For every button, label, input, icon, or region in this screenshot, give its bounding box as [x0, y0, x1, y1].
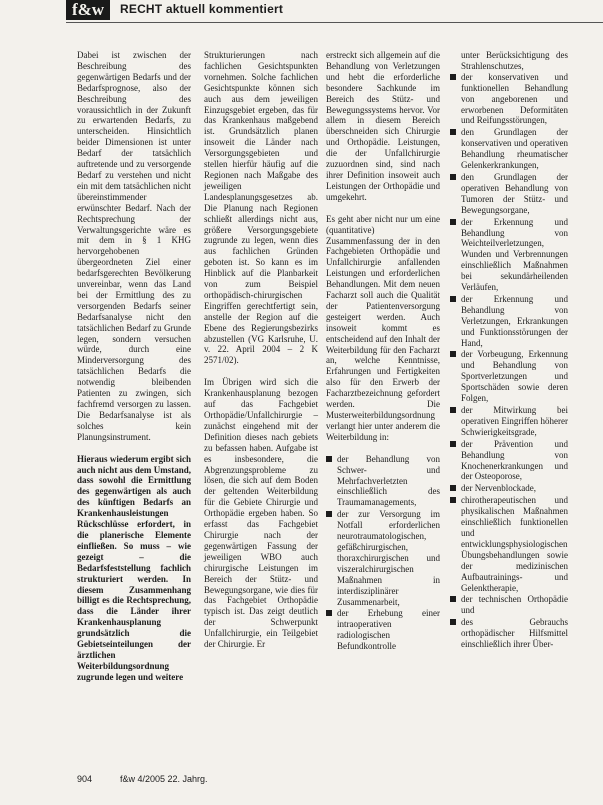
paragraph: erstreckt sich allgemein auf die Behandlung von Verletzungen und hebt die erforderliche besondere Sachkunde im Bereich des Stütz- und Bewegungssystems hervor. Vor allem in diesem Bereich überschneiden sich Chirurgie und Orthopädie. Leistungen, die der Unfallchirurgie zuzuordnen sind, sind nach ihrer Definition insoweit auch Leistungen der Orthopädie und umgekehrt.	[326, 50, 440, 202]
journal-logo: f&w	[66, 0, 110, 20]
paragraph: Dabei ist zwischen der Beschreibung des gegenwärtigen Bedarfs und der Bedarfsprognose, also der Beschreibung des voraussichtlich in der Zukunft zu erwartenden Bedarfs, zu unterscheiden. Hinsichtlich beider Dimensionen ist unter Bedarf der tatsächlich auftretende und zu versorgende Bedarf zu verstehen und nicht ein mit dem tatsächlichen nicht übereinstimmender erwünschter Bedarf. Nach der Rechtsprechung der Verwaltungsgerichte wäre es mit dem in § 1 KHG hervorgehobenen übergeordneten Ziel einer bedarfsgerechten Bevölkerung unvereinbar, wenn das Land bei der Ermittlung des zu versorgenden Bedarfs seiner Bedarfsanalyse nicht den tatsächlichen Bedarf zu Grunde legen, sondern versuchen würde, durch eine Minderversorgung des tatsächlichen Bedarfs die notwendig bleibenden Patienten zu zwingen, sich fachfremd versorgen zu lassen. Die Bedarfsanalyse ist als solches kein Planungsinstrument.	[77, 50, 191, 442]
bullet-list	[326, 454, 440, 652]
list-item: der technischen Orthopädie und	[450, 594, 568, 616]
list-item: der Vorbeugung, Erkennung und Behandlung von Sportverletzungen und Sportschäden sowie deren Folgen,	[450, 349, 568, 404]
list-item: der Prävention und Behandlung von Knochenerkrankungen und der Osteoporose,	[450, 439, 568, 483]
section-title: RECHT aktuell kommentiert	[120, 2, 284, 16]
list-item: der zur Versorgung im Notfall erforderlichen neurotraumatologischen, gefäßchirurgischen, thoraxchirurgischen und viszeralchirurgischen Maßnahmen in interdisziplinärer Zusammenarbeit,	[326, 509, 440, 607]
list-item: der Erkennung und Behandlung von Verletzungen, Erkrankungen und Funktionsstörungen der Hand,	[450, 294, 568, 349]
list-item: der Behandlung von Schwer- und Mehrfachverletzten einschließlich des Traumamanagements,	[326, 454, 440, 509]
journal-issue: f&w 4/2005 22. Jahrg.	[120, 774, 208, 784]
column-3	[326, 50, 440, 653]
paragraph: Strukturierungen nach fachlichen Gesichtspunkten vornehmen. Solche fachlichen Gesichtspunkte können sich auch aus dem jeweiligen Einzugsgebiet ergeben, das für das Krankenhaus maßgebend ist. Grundsätzlich planen insoweit die Länder nach Versorgungsgebieten und stellen hierfür häufig auf die Regionen nach Maßgabe des jeweiligen Landesplanungsgesetzes ab. Die Planung nach Regionen schließt allerdings nicht aus, größere Versorgungsgebiete zugrunde zu legen, wenn dies aus fachlichen Gründen geboten ist. So kann es im Hinblick auf die Planbarkeit von zum Beispiel orthopädisch-chirurgischen Eingriffen gerechtfertigt sein, anstelle der Region auf die Ebene des Regierungsbezirks abzustellen (VG Karlsruhe, U. v. 22. April 2004 – 2 K 2571/02).	[204, 50, 318, 366]
list-continuation: unter Berücksichtigung des Strahlenschutzes,	[461, 50, 568, 71]
list-item: des Gebrauchs orthopädischer Hilfsmittel einschließlich ihrer Über-	[450, 617, 568, 650]
column-1	[77, 50, 191, 683]
column-4	[450, 50, 568, 651]
column-2	[204, 50, 318, 650]
list-item: der konservativen und funktionellen Behandlung von angeborenen und erworbenen Deformitäten und Reifungsstörungen,	[450, 72, 568, 127]
page-header	[66, 0, 603, 23]
list-item: der Mitwirkung bei operativen Eingriffen höherer Schwierigkeitsgrade,	[450, 405, 568, 438]
list-item: der Nervenblockade,	[450, 483, 568, 494]
list-item: den Grundlagen der konservativen und operativen Behandlung rheumatischer Gelenkerkrankungen,	[450, 127, 568, 171]
paragraph: Es geht aber nicht nur um eine (quantitative) Zusammenfassung der in den Fachgebieten Orthopädie und Unfallchirurgie anfallenden Leistungen und erforderlichen Behandlungen. Mit dem neuen Facharzt soll auch die Qualität der Patientenversorgung gesteigert werden. Auch insoweit kommt es entscheidend auf den Inhalt der Weiterbildung für den Facharzt an, welche Kenntnisse, Erfahrungen und Fertigkeiten also für den Erwerb der Facharztbezeichnung gefordert werden. Die Musterweiterbildungsordnung verlangt hier unter anderem die Weiterbildung in:	[326, 213, 440, 442]
page-number: 904	[77, 774, 93, 784]
list-item: der Erkennung und Behandlung von Weichteilverletzungen, Wunden und Verbrennungen einschließlich Maßnahmen bei sekundärheilenden Verläufen,	[450, 217, 568, 293]
list-item: der Erhebung einer intraoperativen radiologischen Befundkontrolle	[326, 608, 440, 652]
bullet-list	[450, 72, 568, 650]
paragraph-bold: Hieraus wiederum ergibt sich auch nicht aus dem Umstand, dass sowohl die Ermittlung des gegenwärtigen als auch des künftigen Bedarfs an Krankenhausleistungen Rückschlüsse erfordert, in die planerische Elemente einfließen. So muss – wie gezeigt – die Bedarfsfeststellung fachlich strukturiert werden. In diesem Zusammenhang billigt es die Rechtsprechung, dass die Länder ihrer Krankenhausplanung grundsätzlich die Gebietseinteilungen der ärztlichen Weiterbildungsordnung zugrunde legen und weitere	[77, 453, 191, 682]
paragraph: Im Übrigen wird sich die Krankenhausplanung bezogen auf das Fachgebiet Orthopädie/Unfallchirurgie – zunächst eingehend mit der Definition dieses nach gebiets zu befassen haben. Aufgabe ist es insbesondere, die Abgrenzungsprobleme zu lösen, die sich auf dem Boden der geltenden Weiterbildung für die Gebiete Chirurgie und Orthopädie ergeben haben. So erfasst das Fachgebiet Chirurgie nach der gegenwärtigen Fassung der jeweiligen WBO auch chirurgische Leistungen im Bereich der Stütz- und Bewegungsorgane, wie dies für das Fachgebiet Orthopädie typisch ist. Das zeigt deutlich der Schwerpunkt Unfallchirurgie, ein Teilgebiet der Chirurgie. Er	[204, 377, 318, 650]
list-item: den Grundlagen der operativen Behandlung von Tumoren der Stütz- und Bewegungsorgane,	[450, 172, 568, 216]
list-item: chirotherapeutischen und physikalischen Maßnahmen einschließlich funktionellen und entwicklungsphysiologischen Übungsbehandlungen sowie der medizinischen Aufbautrainings- und Gelenktherapie,	[450, 495, 568, 593]
